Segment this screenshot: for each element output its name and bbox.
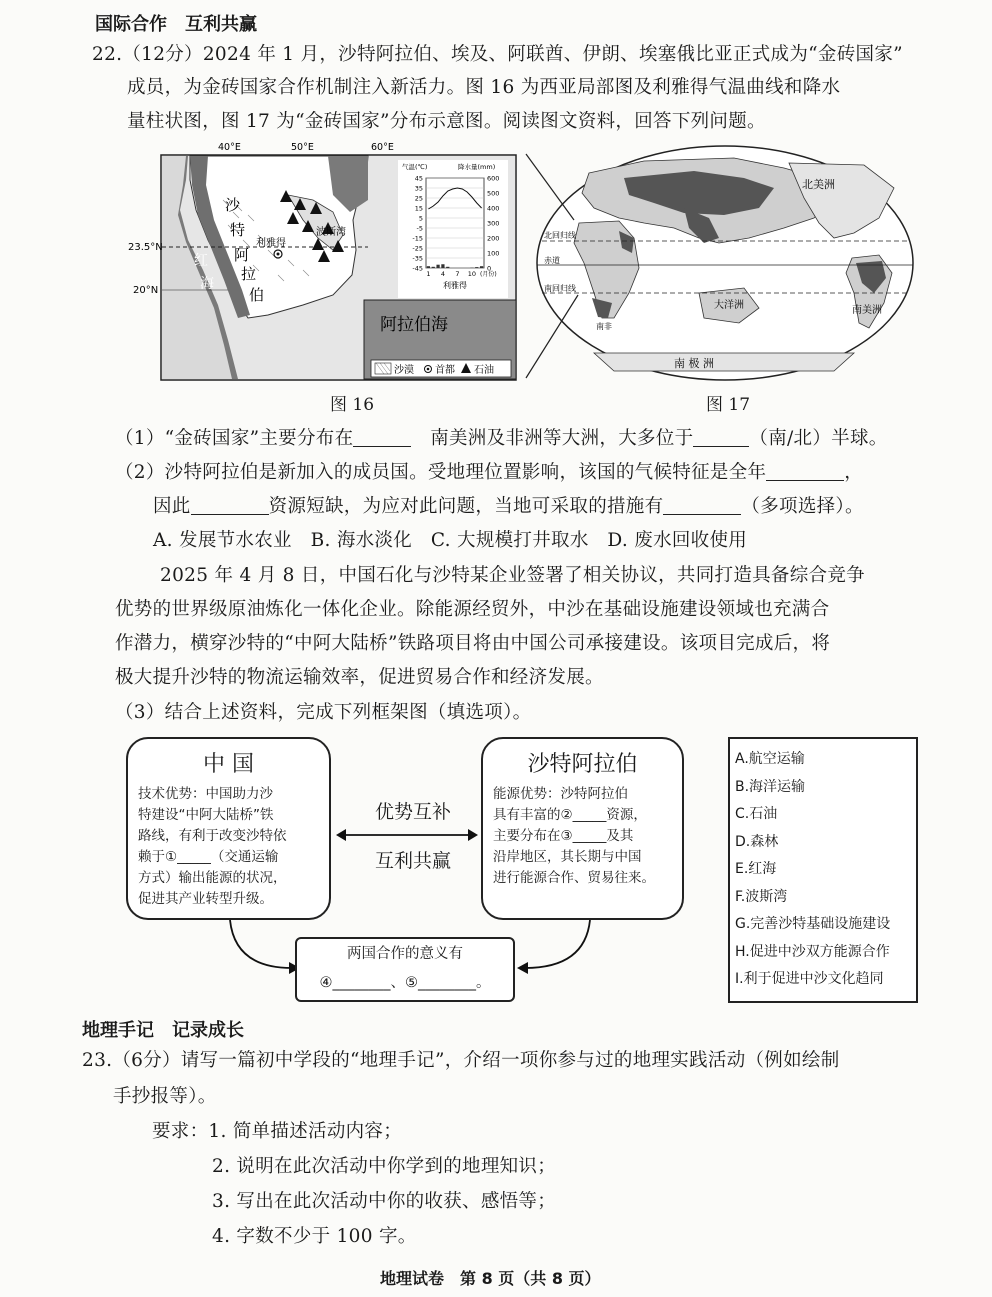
page-footer: 地理试卷 第 8 页（共 8 页） bbox=[380, 1269, 601, 1288]
figure-connector-lines bbox=[520, 150, 580, 380]
question-2-options: A. 发展节水农业 B. 海水淡化 C. 大规模打井取水 D. 废水回收使用 bbox=[153, 530, 748, 551]
framework-bottom-title: 两国合作的意义有 bbox=[347, 946, 463, 962]
answer-blank-q1-a[interactable] bbox=[353, 429, 411, 447]
q23-req1: 要求：1. 简单描述活动内容； bbox=[152, 1121, 403, 1142]
precip-bar bbox=[432, 267, 435, 268]
map-label-a: 阿 bbox=[234, 246, 250, 264]
map17-label-equator: 赤道 bbox=[544, 256, 560, 265]
precip-axis-title: 降水量(mm) bbox=[458, 163, 496, 171]
framework-center-top: 优势互补 bbox=[374, 801, 451, 823]
lat-label-20n: 20°N bbox=[133, 285, 159, 296]
framework-double-arrow bbox=[334, 825, 480, 845]
option-i: I.利于促进中沙文化趋同 bbox=[735, 971, 884, 987]
precip-bar bbox=[427, 266, 430, 268]
option-e: E.红海 bbox=[735, 861, 777, 877]
precip-bar bbox=[475, 267, 478, 268]
climate-plot-frame bbox=[426, 178, 484, 268]
precip-bar bbox=[480, 266, 483, 268]
map17-label-na: 北美洲 bbox=[802, 178, 835, 191]
map-label-te: 特 bbox=[230, 221, 246, 239]
map17-label-sa: 南美洲 bbox=[852, 305, 882, 316]
precip-tick-label: 600 bbox=[487, 174, 500, 183]
question-2-line1: （2）沙特阿拉伯是新加入的成员国。受地理位置影响，该国的气候特征是全年 ， bbox=[115, 462, 864, 483]
option-h: H.促进中沙双方能源合作 bbox=[735, 943, 890, 960]
lon-label-40e: 40°E bbox=[218, 142, 241, 153]
precip-tick-label: 500 bbox=[487, 189, 500, 198]
temp-tick-label: 25 bbox=[414, 194, 423, 203]
answer-blank-q1-b[interactable] bbox=[693, 429, 749, 447]
q23-req3: 3. 写出在此次活动中你的收获、感悟等； bbox=[212, 1191, 557, 1212]
framework-bottom-box bbox=[295, 937, 515, 1002]
framework-saudi-box bbox=[481, 737, 684, 920]
map17-label-oceania: 大洋洲 bbox=[714, 300, 744, 311]
q22-intro-line2: 成员，为金砖国家合作机制注入新活力。图 16 为西亚局部图及利雅得气温曲线和降水 bbox=[127, 77, 841, 98]
temp-tick-label: 5 bbox=[418, 214, 423, 223]
framework-saudi-title: 沙特阿拉伯 bbox=[527, 752, 638, 777]
answer-blank-q2-climate[interactable] bbox=[766, 463, 844, 481]
passage-line4: 极大提升沙特的物流运输效率，促进贸易合作和经济发展。 bbox=[115, 667, 604, 688]
legend-desert: 沙漠 bbox=[394, 365, 414, 376]
map-label-riyadh: 利雅得 bbox=[256, 238, 286, 249]
map17-label-antarctica: 南 极 洲 bbox=[674, 357, 714, 370]
map-label-hong: 红 bbox=[194, 253, 208, 269]
option-g: G.完善沙特基础设施建设 bbox=[735, 916, 891, 932]
station-label: 利雅得 bbox=[443, 281, 467, 290]
figure-17-map bbox=[534, 143, 916, 383]
lon-label-60e: 60°E bbox=[371, 142, 394, 153]
month-tick-label: 4 bbox=[440, 270, 445, 278]
precip-tick-label: 200 bbox=[487, 234, 500, 243]
passage-line1: 2025 年 4 月 8 日，中国石化与沙特某企业签署了相关协议，共同打造具备综合竞争 bbox=[160, 565, 865, 586]
precip-tick-label: 300 bbox=[487, 219, 500, 228]
framework-saudi-text: 能源优势：沙特阿拉伯 具有丰富的②_____资源， 主要分布在③_____及其 沿岸地区，其长期与中国 进行能源合作、贸易往来。 bbox=[493, 786, 655, 886]
legend-capital: 首都 bbox=[435, 365, 455, 376]
answer-blank-q2-resource[interactable] bbox=[191, 497, 269, 515]
map-label-la: 拉 bbox=[241, 265, 257, 283]
lon-label-50e: 50°E bbox=[291, 142, 314, 153]
temp-tick-label: -15 bbox=[412, 234, 423, 243]
section-title-cooperation: 国际合作 互利共赢 bbox=[95, 14, 257, 35]
precip-tick-label: 0 bbox=[487, 264, 492, 273]
temp-tick-label: -45 bbox=[412, 264, 423, 273]
q23-req4: 4. 字数不少于 100 字。 bbox=[212, 1226, 417, 1247]
option-f: F.波斯湾 bbox=[735, 888, 788, 905]
q22-intro-line1: 22.（12分）2024 年 1 月，沙特阿拉伯、埃及、阿联酋、伊朗、埃塞俄比亚正式成为“金砖国家” bbox=[92, 44, 903, 65]
map-label-hai: 海 bbox=[200, 276, 214, 292]
legend-oil: 石油 bbox=[474, 365, 494, 376]
precip-bar bbox=[446, 267, 449, 268]
map17-label-tropic-n: 北回归线 bbox=[544, 231, 576, 240]
passage-line2: 优势的世界级原油炼化一体化企业。除能源经贸外，中沙在基础设施建设领域也充满合 bbox=[115, 599, 830, 620]
q23-line2: 手抄报等）。 bbox=[113, 1086, 217, 1107]
framework-china-text: 技术优势：中国助力沙 特建设“中阿大陆桥”铁 路线，有利于改变沙特依 赖于①_____（交通运输 方式）输出能源的状况， 促进其产业转型升级。 bbox=[138, 786, 287, 907]
framework-china-box bbox=[126, 737, 331, 920]
question-2-line2: 因此 资源短缺，为应对此问题，当地可采取的措施有 （多项选择）。 bbox=[153, 496, 864, 517]
framework-bottom-blanks[interactable]: ④________、⑤________。 bbox=[319, 975, 491, 991]
question-1: （1）“金砖国家”主要分布在 南美洲及非洲等大洲，大多位于 （南/北）半球。 bbox=[115, 428, 888, 449]
section-title-notes: 地理手记 记录成长 bbox=[82, 1020, 244, 1041]
passage-line3: 作潜力，横穿沙特的“中阿大陆桥”铁路项目将由中国公司承接建设。该项目完成后，将 bbox=[115, 633, 831, 654]
map-label-bo: 伯 bbox=[249, 286, 265, 304]
answer-blank-q2-measures[interactable] bbox=[663, 497, 741, 515]
temp-tick-label: -5 bbox=[416, 224, 423, 233]
map-label-gulf: 波斯湾 bbox=[316, 227, 346, 238]
month-tick-label: 1 bbox=[426, 270, 431, 278]
month-unit-label: (月份) bbox=[480, 271, 497, 278]
option-c: C.石油 bbox=[735, 806, 778, 822]
q23-line1: 23.（6分）请写一篇初中学段的“地理手记”，介绍一项你参与过的地理实践活动（例如绘制 bbox=[82, 1050, 840, 1071]
temp-axis-title: 气温(℃) bbox=[402, 163, 428, 171]
option-d: D.森林 bbox=[735, 833, 779, 850]
framework-china-title: 中 国 bbox=[203, 752, 254, 777]
precip-bar bbox=[441, 264, 444, 268]
lat-label-23n: 23.5°N bbox=[128, 242, 163, 253]
map-label-sha: 沙 bbox=[225, 196, 241, 214]
map17-label-south-africa: 南非 bbox=[596, 322, 612, 331]
precip-tick-label: 400 bbox=[487, 204, 500, 213]
figure-16-body bbox=[128, 140, 538, 400]
figure-17 bbox=[534, 143, 916, 383]
temp-tick-label: -35 bbox=[412, 254, 423, 263]
month-tick-label: 10 bbox=[467, 270, 477, 278]
q22-intro-line3: 量柱状图，图 17 为“金砖国家”分布示意图。阅读图文资料，回答下列问题。 bbox=[127, 111, 766, 132]
figure-16-caption: 图 16 bbox=[330, 395, 375, 415]
temp-tick-label: 35 bbox=[414, 184, 423, 193]
temp-tick-label: 45 bbox=[414, 174, 423, 183]
precip-tick-label: 100 bbox=[487, 249, 500, 258]
question-3: （3）结合上述资料，完成下列框架图（填选项）。 bbox=[115, 702, 532, 723]
framework-center-bottom: 互利共赢 bbox=[374, 850, 451, 872]
temp-tick-label: 15 bbox=[414, 204, 423, 213]
map-label-arabian-sea: 阿拉伯海 bbox=[380, 315, 448, 335]
framework-options-box bbox=[728, 737, 918, 1003]
precip-bar bbox=[436, 265, 439, 268]
map17-label-tropic-s: 南回归线 bbox=[544, 284, 576, 293]
month-tick-label: 7 bbox=[455, 270, 460, 278]
figure-17-caption: 图 17 bbox=[706, 395, 751, 415]
option-b: B.海洋运输 bbox=[735, 778, 806, 795]
q23-req2: 2. 说明在此次活动中你学到的地理知识； bbox=[212, 1156, 557, 1177]
temp-tick-label: -25 bbox=[412, 244, 423, 253]
option-a: A.航空运输 bbox=[735, 751, 805, 767]
